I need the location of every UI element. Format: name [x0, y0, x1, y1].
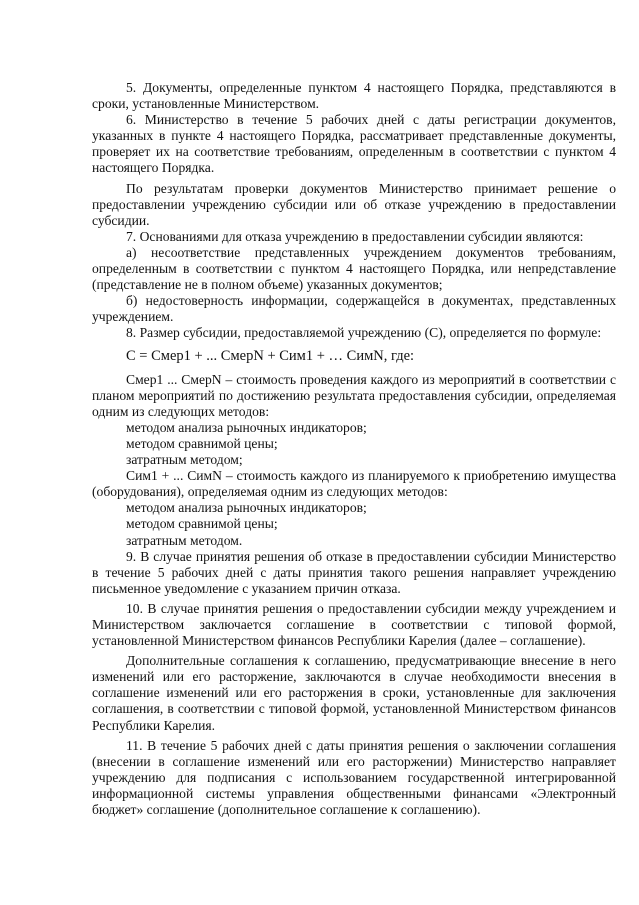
paragraph-11: 11. В течение 5 рабочих дней с даты принятия решения о заключении соглашения (внесении в соглашение изменений или его расторжении) Министерство направляет учреждению для подписания с использованием государственной интегрированной информационной системы управления общественными финансами «Электронный бюджет» соглашение (дополнительное соглашение к соглашению). [92, 737, 616, 818]
paragraph-9: 9. В случае принятия решения об отказе в предоставлении субсидии Министерство в течение 5 рабочих дней с даты принятия такого решения направляет учреждению письменное уведомление с указанием причин отказа. [92, 548, 616, 596]
method-list-item: методом сравнимой цены; [126, 435, 278, 451]
subsidy-formula: С = Смер1 + ... СмерN + Сим1 + … СимN, где: [126, 347, 415, 364]
method-list-item: методом сравнимой цены; [126, 516, 278, 532]
paragraph-10: 10. В случае принятия решения о предоставлении субсидии между учреждением и Министерством заключается соглашение в соответствии с типовой формой, установленной Министерством финансов Республики Карелия (далее – соглашение). [92, 600, 616, 649]
paragraph-7b: б) недостоверность информации, содержащейся в документах, представленных учреждением. [92, 293, 616, 325]
paragraph-7: 7. Основаниями для отказа учреждению в предоставлении субсидии являются: [126, 228, 584, 244]
method-list-item: методом анализа рыночных индикаторов; [126, 419, 367, 435]
paragraph-cim-definition: Сим1 + ... СимN – стоимость каждого из планируемого к приобретению имущества (оборудования), определяемая одним из следующих методов: [92, 468, 616, 500]
paragraph-review-result: По результатам проверки документов Министерство принимает решение о предоставлении учреждению субсидии или об отказе учреждению в предоставлении субсидии. [92, 180, 616, 228]
paragraph-6: 6. Министерство в течение 5 рабочих дней с даты регистрации документов, указанных в пункте 4 настоящего Порядка, рассматривает представленные документы, проверяет их на соответствие требованиям, определенным в соответствии с пунктом 4 настоящего Порядка. [92, 112, 616, 176]
method-list-item: методом анализа рыночных индикаторов; [126, 500, 367, 516]
paragraph-8: 8. Размер субсидии, предоставляемой учреждению (С), определяется по формуле: [126, 325, 602, 341]
method-list-item: затратным методом. [126, 532, 243, 548]
document-body [92, 80, 616, 818]
paragraph-7a: а) несоответствие представленных учреждением документов требованиям, определенным в соответствии с пунктом 4 настоящего Порядка, или непредставление (представление не в полном объеме) указанных документов; [92, 244, 616, 293]
method-list-item: затратным методом; [126, 452, 243, 468]
paragraph-cmer-definition: Смер1 ... СмерN – стоимость проведения каждого из мероприятий в соответствии с планом мероприятий по достижению результата предоставления субсидии, определяемая одним из следующих методов: [92, 371, 616, 419]
paragraph-additional-agreements: Дополнительные соглашения к соглашению, предусматривающие внесение в него изменений или его расторжение, заключаются в случае необходимости внесения в соглашение изменений или его расторжения в сроки, установленные для заключения соглашения, в соответствии с типовой формой, установленной Министерством финансов Республики Карелия. [92, 653, 616, 733]
paragraph-5: 5. Документы, определенные пунктом 4 настоящего Порядка, представляются в сроки, установленные Министерством. [92, 80, 616, 112]
